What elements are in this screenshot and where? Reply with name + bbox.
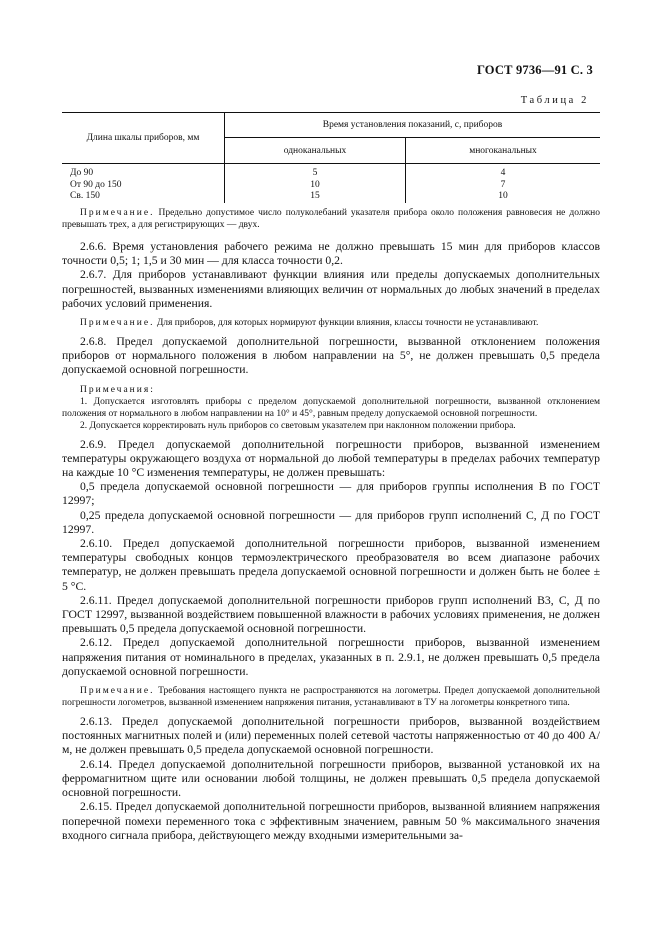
paragraph-2-6-9-a: 0,5 предела допускаемой основной погрешности — для приборов группы исполнения В по ГОСТ 12997; — [62, 480, 600, 508]
note-text: Требования настоящего пункта не распространяются на логометры. Предел допускаемой дополнительной погрешности логометров, вызванной изменением напряжения питания, устанавливают в ТУ на логометры конкретного типа. — [62, 686, 600, 709]
response-time-table — [62, 112, 600, 203]
column-header-scale-length: Длина шкалы приборов, мм — [62, 113, 225, 164]
paragraph-2-6-8: 2.6.8. Предел допускаемой дополнительной погрешности, вызванной отклонением положения приборов от нормального положения в любом направлении на 5°, не должен превышать 0,5 предела допускаемой основной погрешности. — [62, 335, 600, 377]
table-cell: 4 — [500, 168, 506, 178]
page-header: ГОСТ 9736—91 С. 3 — [476, 63, 593, 77]
note-item-1: 1. Допускается изготовлять приборы с пределом допускаемой дополнительной погрешности, вызванной отклонением положения от нормального в любом направлении на 10° и 45°, равным пределу допускаемой основной погрешности. — [62, 396, 600, 419]
table-cell: Св. 150 — [70, 191, 100, 202]
paragraph-2-6-10: 2.6.10. Предел допускаемой дополнительной погрешности приборов, вызванной изменением температуры свободных концов термоэлектрического преобразователя во всем диапазоне рабочих температур, не должен превышать предела допускаемой основной погрешности и должен быть не более ± 5 °С. — [62, 537, 600, 593]
paragraph-2-6-7: 2.6.7. Для приборов устанавливают функции влияния или пределы допускаемых дополнительных погрешностей, вызванных изменениями влияющих величин от нормальных до любых значений в пределах рабочих условий применения. — [62, 268, 600, 310]
paragraph-2-6-12: 2.6.12. Предел допускаемой дополнительной погрешности приборов, вызванной изменением напряжения питания от номинального в пределах, указанных в п. 2.9.1, не должен превышать 0,5 предела допускаемой основной погрешности. — [62, 636, 600, 678]
note-2-6-12 — [62, 685, 600, 709]
table-column-single-channel — [225, 164, 406, 203]
note-text: Для приборов, для которых нормируют функции влияния, классы точности не устанавливают. — [154, 318, 539, 329]
note-label: Примечание. — [80, 686, 155, 697]
note-2-6-7 — [62, 317, 600, 329]
table-cell: 10 — [310, 179, 320, 190]
table-column-multi-channel — [406, 164, 601, 203]
table-cell: 10 — [498, 191, 508, 202]
table-cell: От 90 до 150 — [70, 179, 122, 190]
table-cell: 7 — [500, 179, 506, 190]
column-header-multi-channel: многоканальных — [406, 138, 601, 164]
document-body — [62, 207, 600, 843]
column-header-response-time: Время установления показаний, с, приборов — [225, 113, 601, 138]
table-cell: До 90 — [70, 168, 94, 178]
paragraph-2-6-11: 2.6.11. Предел допускаемой дополнительной погрешности приборов групп исполнений В3, С, Д по ГОСТ 12997, вызванной воздействием повышенной влажности в рабочих условиях применения, не должен превышать 0,5 предела допускаемой основной погрешности. — [62, 593, 600, 636]
note-table-2 — [62, 207, 600, 231]
table-caption: Таблица 2 — [520, 95, 589, 106]
notes-heading: Примечания: — [80, 384, 155, 395]
table-cell: 5 — [312, 168, 318, 178]
paragraph-2-6-15: 2.6.15. Предел допускаемой дополнительной погрешности приборов, вызванной влиянием напряжения поперечной помехи переменного тока с эффективным значением, равным 50 % максимального значения входного сигнала прибора, действующего между входными измерительными за- — [62, 800, 600, 842]
paragraph-2-6-6: 2.6.6. Время установления рабочего режима не должно превышать 15 мин для приборов классов точности 0,5; 1; 1,5 и 30 мин — для класса точности 0,2. — [62, 240, 600, 268]
paragraph-2-6-9: 2.6.9. Предел допускаемой дополнительной погрешности приборов, вызванной изменением температуры окружающего воздуха от нормальной до любой температуры в пределах рабочих температур на каждые 10 °С изменения температуры, не должен превышать: — [62, 437, 600, 480]
note-label: Примечание. — [80, 208, 155, 218]
paragraph-2-6-9-b: 0,25 предела допускаемой основной погрешности — для приборов групп исполнений С, Д по ГОСТ 12997. — [62, 508, 600, 536]
note-text: Предельно допустимое число полуколебаний указателя прибора около положения равновесия не должно превышать трех, а для регистрирующих — двух. — [62, 208, 600, 230]
paragraph-2-6-14: 2.6.14. Предел допускаемой дополнительной погрешности приборов, вызванной установкой их на ферромагнитном щите или основании любой толщины, не должен превышать 0,5 предела допускаемой основной погрешности. — [62, 757, 600, 800]
table-cell: 15 — [310, 191, 320, 202]
note-item-2: 2. Допускается корректировать нуль приборов со световым указателем при наклонном положении прибора. — [80, 420, 516, 431]
column-header-single-channel: одноканальных — [225, 138, 406, 164]
paragraph-2-6-13: 2.6.13. Предел допускаемой дополнительной погрешности приборов, вызванной воздействием постоянных магнитных полей и (или) переменных полей сетевой частоты напряженностью от 40 до 400 А/м, не должен превышать 0,5 предела допускаемой основной погрешности. — [62, 715, 600, 757]
note-label: Примечание. — [80, 318, 155, 329]
table-column-scale-length — [62, 164, 225, 203]
